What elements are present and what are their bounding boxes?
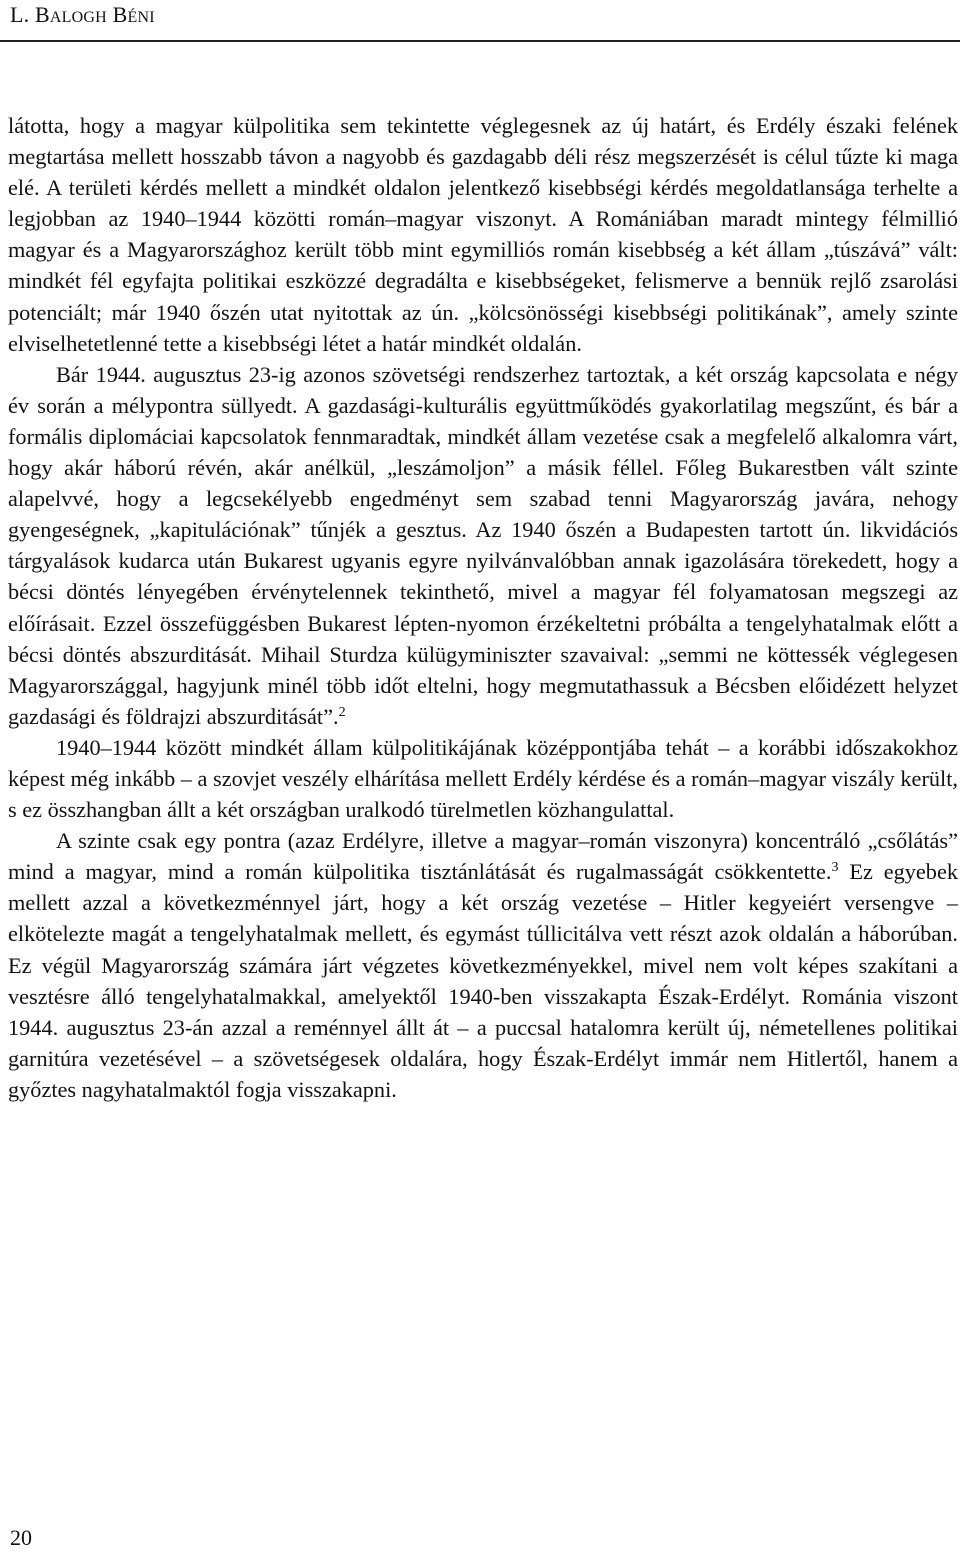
running-head-smallcaps-2: ÉNI xyxy=(127,9,155,26)
paragraph-3-text: 1940–1944 között mindkét állam külpolitikájának középpontjába tehát – a korábbi időszakokhoz képest még inkább – a szovjet veszély elhárítása mellett Erdély kérdése és a román–magyar viszály került, s ez összhangban állt a két országban uralkodó türelmetlen közhangulattal. xyxy=(8,734,958,823)
paragraph-3 xyxy=(8,732,958,825)
paragraph-4 xyxy=(8,825,958,1105)
running-head-initial: L. B xyxy=(10,2,50,27)
paragraph-4-text-cont: Ez egyebek mellett azzal a következménnyel járt, hogy a két ország vezetése – Hitler kegyeiért versengve – elkötelezte magát a tengelyhatalmak mellett, és egymást túllicitálva vett részt azok oldalán a háborúban. Ez végül Magyarország számára járt végzetes következményekkel, mivel nem volt képes szakítani a vesztésre álló tengelyhatalmakkal, amelyektől 1940-ben visszakapta Észak-Erdélyt. Románia viszont 1944. augusztus 23-án azzal a reménnyel állt át – a puccsal hatalomra került új, németellenes politikai garnitúra vezetésével – a szövetségesek oldalára, hogy Észak-Erdélyt immár nem Hitlertől, hanem a győztes nagyhatalmaktól fogja visszakapni. xyxy=(8,859,958,1102)
running-head xyxy=(10,2,155,28)
footnote-ref-2[interactable]: 2 xyxy=(338,704,346,720)
paragraph-1-text: látotta, hogy a magyar külpolitika sem tekintette véglegesnek az új határt, és Erdély északi felének megtartása mellett hosszabb távon a nagyobb és gazdagabb déli rész megszerzését is célul tűzte ki maga elé. A területi kérdés mellett a mindkét oldalon jelentkező kisebbségi kérdés megoldatlansága terhelte a legjobban az 1940–1944 közötti román–magyar viszonyt. A Romániában maradt mintegy félmillió magyar és a Magyarországhoz került több mint egymilliós román kisebbség a két állam „túszává” vált: mindkét fél egyfajta politikai eszközzé degradálta e kisebbségeket, felismerve a bennük rejlő zsarolási potenciált; már 1940 őszén utat nyitottak az ún. „kölcsönösségi kisebbségi politikának”, amely szinte elviselhetetlenné tette a kisebbségi létet a határ mindkét oldalán. xyxy=(8,113,958,356)
paragraph-2 xyxy=(8,359,958,732)
body-text xyxy=(8,110,958,1105)
running-head-smallcaps-1: ALOGH xyxy=(49,9,107,26)
header-rule xyxy=(0,40,960,42)
footnote-ref-3[interactable]: 3 xyxy=(831,860,839,876)
paragraph-4-text: A szinte csak egy pontra (azaz Erdélyre, illetve a magyar–román viszonyra) koncentráló „csőlátás” mind a magyar, mind a román külpolitika tisztánlátását és rugalmasságát csökkentette. xyxy=(8,828,958,885)
page-number: 20 xyxy=(10,1525,32,1550)
paragraph-1 xyxy=(8,110,958,359)
running-head-b: B xyxy=(106,2,128,27)
paragraph-2-text: Bár 1944. augusztus 23-ig azonos szövetségi rendszerhez tartoztak, a két ország kapcsolata e négy év során a mélypontra süllyedt. A gazdasági-kulturális együttműködés gyakorlatilag megszűnt, és bár a formális diplomáciai kapcsolatok fennmaradtak, mindkét állam vezetése csak a megfelelő alkalomra várt, hogy akár háború révén, akár anélkül, „leszámoljon” a másik féllel. Főleg Bukarestben vált szinte alapelvvé, hogy a legcsekélyebb engedményt sem szabad tenni Magyarország javára, nehogy gyengeségnek, „kapitulációnak” tűnjék a gesztus. Az 1940 őszén a Budapesten tartott ún. likvidációs tárgyalások kudarca után Bukarest ugyanis egyre nyilvánvalóbban annak igazolására törekedett, hogy a bécsi döntés lényegében érvénytelennek tekinthető, mivel a magyar fél folyamatosan megszegi az előírásait. Ezzel összefüggésben Bukarest lépten-nyomon érzékeltetni próbálta a tengelyhatalmak előtt a bécsi döntés abszurditását. Mihail Sturdza külügyminiszter szavaival: „semmi ne köttessék véglegesen Magyarországgal, hagyjunk minél több időt eltelni, hogy megmutathassuk a Bécsben előidézett helyzet gazdasági és földrajzi abszurditását”. xyxy=(8,361,958,729)
